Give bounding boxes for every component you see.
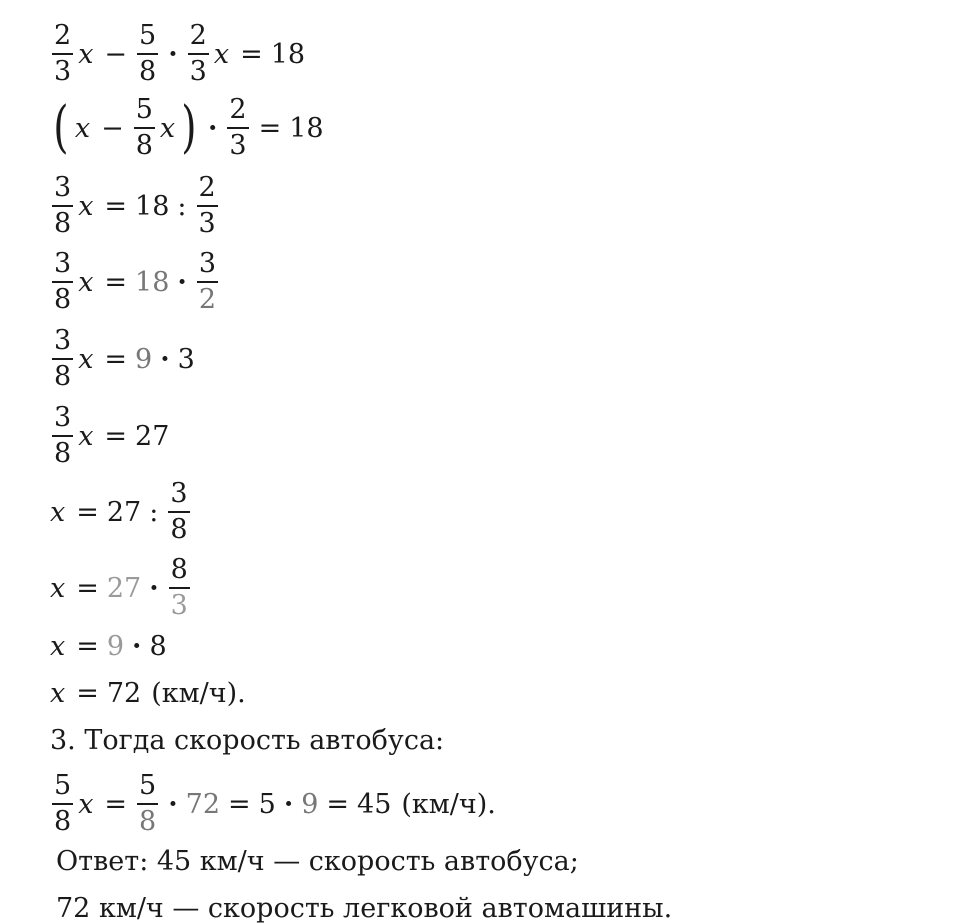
variable: x — [213, 38, 230, 70]
rhs-value: 72 — [106, 678, 142, 709]
multiply-dot: · — [283, 788, 294, 820]
left-paren: ( — [53, 95, 69, 161]
variable: x — [78, 788, 94, 820]
rhs-value: 18 — [289, 112, 324, 144]
equals-sign: = — [240, 38, 263, 70]
multiply-dot: · — [177, 266, 187, 298]
factor: 9 — [301, 788, 319, 820]
multiply-dot: · — [208, 112, 218, 144]
fraction: $\frac{3}{8}$ — [54, 402, 72, 470]
fraction: $\frac{8}{3}$ — [170, 554, 188, 622]
result-value: 45 — [357, 788, 392, 820]
minus-sign: − — [101, 112, 124, 144]
equation-line-12 — [50, 772, 496, 837]
fraction: $\frac{5}{8}$ — [54, 770, 72, 838]
equation-line-10 — [50, 680, 246, 707]
equation-line-2 — [50, 96, 324, 161]
minus-sign: − — [104, 38, 128, 70]
fraction: $\frac{3}{2}$ — [198, 248, 216, 316]
equation-line-7 — [50, 480, 192, 545]
equals-sign: = — [76, 572, 99, 604]
variable: x — [78, 420, 94, 452]
variable: x — [50, 572, 66, 604]
multiply-dot: · — [149, 572, 159, 604]
fraction: $\frac{3}{8}$ — [54, 248, 72, 316]
variable: x — [78, 190, 94, 222]
right-paren: ) — [181, 95, 197, 161]
fraction: $\frac{2}{3}$ — [54, 20, 72, 88]
multiply-dot: · — [168, 788, 178, 820]
fraction: $\frac{3}{8}$ — [170, 478, 188, 546]
factor: 5 — [258, 788, 276, 820]
variable: x — [78, 266, 94, 298]
fraction: $\frac{5}{8}$ — [139, 770, 157, 838]
step-3-text: 3. Тогда скорость автобуса: — [50, 725, 445, 756]
rhs-value: 18 — [135, 190, 170, 222]
variable: x — [50, 678, 66, 709]
equals-sign: = — [76, 631, 99, 662]
rhs-value: 27 — [106, 572, 142, 604]
variable: x — [74, 112, 91, 144]
divide-sign: : — [149, 496, 159, 528]
variable: x — [50, 631, 66, 662]
equation-line-9 — [50, 633, 167, 660]
equation-line-3 — [50, 174, 220, 239]
factor: 9 — [135, 343, 153, 375]
unit-label: (км/ч). — [151, 678, 246, 709]
equals-sign: = — [104, 190, 128, 222]
equals-sign: = — [76, 496, 99, 528]
answer-line-2: 72 км/ч — скорость легковой автомашины. — [56, 893, 673, 924]
equation-line-6 — [50, 404, 169, 469]
equals-sign: = — [228, 788, 251, 820]
multiply-dot: · — [168, 38, 178, 70]
rhs-value: 27 — [135, 420, 170, 452]
rhs-value: 18 — [135, 266, 170, 298]
fraction: $\frac{5}{8}$ — [135, 94, 153, 162]
variable: x — [78, 343, 94, 375]
variable: x — [50, 496, 66, 528]
factor: 9 — [106, 631, 125, 662]
multiply-dot: · — [132, 631, 142, 662]
equation-line-8 — [50, 556, 192, 621]
equals-sign: = — [104, 788, 128, 820]
divide-sign: : — [177, 190, 187, 222]
variable: x — [78, 38, 94, 70]
factor: 3 — [177, 343, 195, 375]
equation-line-1 — [50, 22, 305, 87]
variable: x — [159, 112, 176, 144]
unit-label: (км/ч). — [401, 788, 496, 820]
equals-sign: = — [104, 420, 128, 452]
equals-sign: = — [104, 343, 128, 375]
factor: 72 — [185, 788, 220, 820]
fraction: $\frac{5}{8}$ — [139, 20, 157, 88]
equals-sign: = — [104, 266, 128, 298]
equation-line-5 — [50, 327, 195, 392]
equals-sign: = — [326, 788, 350, 820]
rhs-value: 27 — [106, 496, 142, 528]
equation-line-4 — [50, 250, 220, 315]
fraction: $\frac{2}{3}$ — [229, 94, 247, 162]
factor: 8 — [149, 631, 167, 662]
rhs-value: 18 — [270, 38, 306, 70]
fraction: $\frac{2}{3}$ — [198, 172, 216, 240]
answer-line-1: Ответ: 45 км/ч — скорость автобуса; — [56, 846, 579, 877]
equals-sign: = — [76, 678, 99, 709]
fraction: $\frac{3}{8}$ — [54, 325, 72, 393]
fraction: $\frac{2}{3}$ — [189, 20, 207, 88]
multiply-dot: · — [160, 343, 170, 375]
equals-sign: = — [258, 112, 282, 144]
fraction: $\frac{3}{8}$ — [54, 172, 72, 240]
